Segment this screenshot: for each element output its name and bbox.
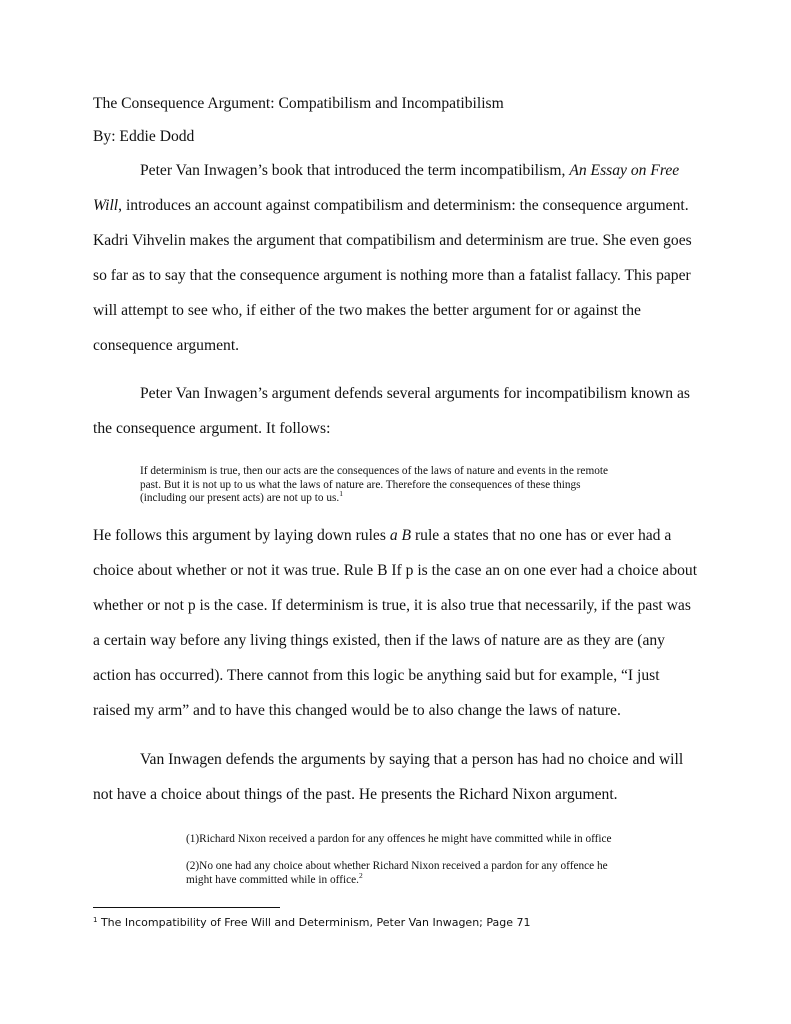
footnote-1: $^1$ The Incompatibility of Free Will and Determinism, Peter Van Inwagen; Page 71: [93, 916, 531, 929]
para1-line5: will attempt to see who, if either of the two makes the better argument for or against the: [93, 302, 641, 319]
footnote-separator: [93, 907, 280, 908]
footnote-number: 1: [93, 916, 98, 924]
quote-line1: If determinism is true, then our acts are the consequences of the laws of nature and events in the remote: [140, 465, 609, 477]
rule-names: a B: [389, 527, 412, 544]
para2-line1: Peter Van Inwagen’s argument defends several arguments for incompatibilism known as: [140, 385, 690, 402]
footnote-ref-2[interactable]: 2: [358, 870, 363, 880]
para3-line1: He follows this argument by laying down rules a B rule a states that no one has or ever had a: [93, 527, 672, 544]
para1-line6: consequence argument.: [93, 337, 240, 354]
para1-line2: Will, introduces an account against compatibilism and determinism: the consequence argument.: [93, 197, 689, 214]
book-title-part2: Will: [93, 197, 119, 214]
para4-line2: not have a choice about things of the past. He presents the Richard Nixon argument.: [93, 786, 618, 803]
para3-line6: raised my arm” and to have this changed would be to also change the laws of nature.: [93, 702, 621, 719]
nixon-item-2: (2)No one had any choice about whether Richard Nixon received a pardon for any offence he might have committed while in office.$^2$: [186, 860, 608, 886]
book-title-part1: An Essay on Free: [569, 162, 680, 179]
para3-line3: whether or not p is the case. If determinism is true, it is also true that necessarily, if the past was: [93, 597, 691, 614]
quote-line3: (including our present acts) are not up to us.$^1$: [140, 489, 343, 504]
nixon-item-1: (1)Richard Nixon received a pardon for any offences he might have committed while in office: [186, 833, 612, 845]
footnote-ref-1[interactable]: 1: [339, 489, 343, 498]
para3-line2: choice about whether or not it was true. Rule B If p is the case an on one ever had a choice about: [93, 562, 698, 579]
quote-line2: past. But it is not up to us what the laws of nature are. Therefore the consequences of these things: [140, 478, 581, 491]
para1-line4: so far as to say that the consequence argument is nothing more than a fatalist fallacy. This paper: [93, 267, 691, 284]
para4-line1: Van Inwagen defends the arguments by saying that a person has had no choice and will: [140, 751, 684, 768]
document-title: The Consequence Argument: Compatibilism and Incompatibilism: [93, 95, 504, 112]
para3-line4: a certain way before any living things existed, then if the laws of nature are as they are (any: [93, 632, 665, 649]
para1-line3: Kadri Vihvelin makes the argument that compatibilism and determinism are true. She even goes: [93, 232, 692, 249]
byline: By: Eddie Dodd: [93, 128, 195, 145]
para2-line2: the consequence argument. It follows:: [93, 420, 331, 437]
para1-line1: Peter Van Inwagen’s book that introduced the term incompatibilism, An Essay on Free: [140, 162, 680, 179]
nixon-argument-list: [186, 833, 686, 847]
block-quote: [140, 465, 680, 506]
para3-line5: action has occurred). There cannot from this logic be anything said but for example, “I just: [93, 667, 660, 684]
